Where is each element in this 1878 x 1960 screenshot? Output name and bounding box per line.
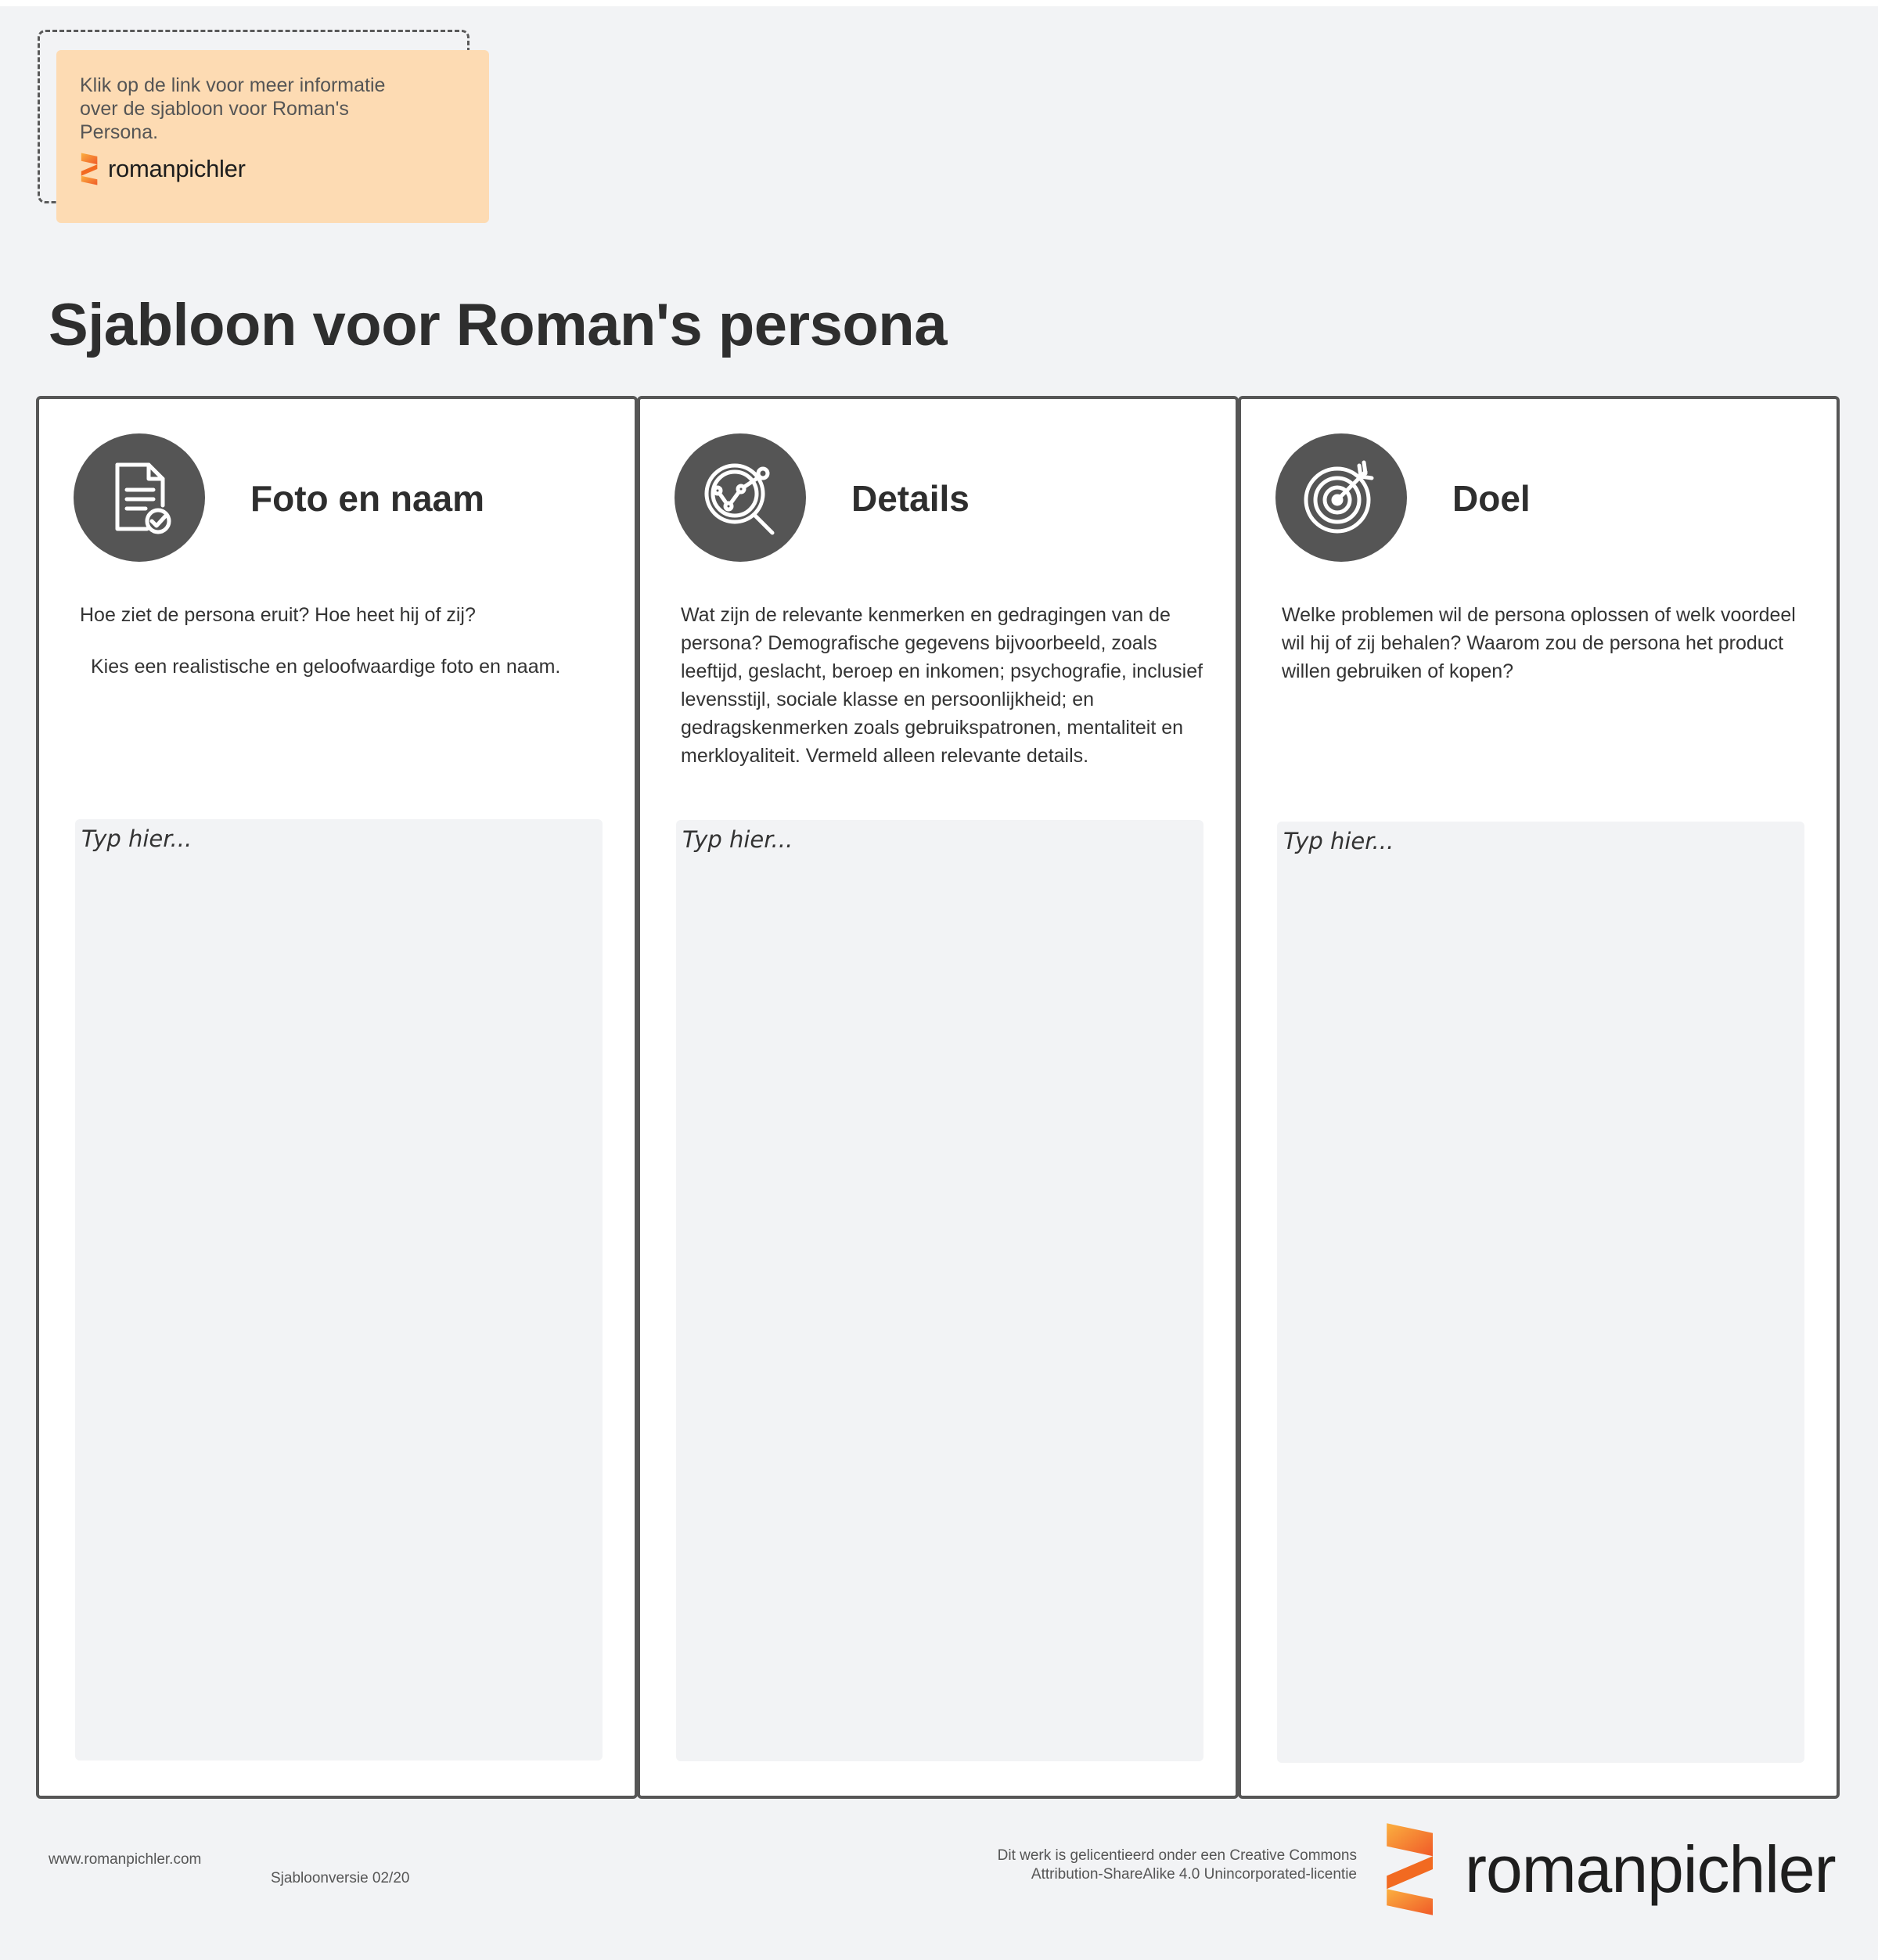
column-details [637,396,1239,1799]
column-description [681,601,1213,793]
footer-logo [1383,1820,1836,1919]
column-heading: Foto en naam [250,478,485,519]
description-line: Welke problemen wil de persona oplossen of welk voordeel wil hij of zij behalen? Waarom zou de persona het product willen gebruiken of kopen? [1282,604,1796,682]
info-text[interactable]: Klik op de link voor meer informatie over de sjabloon voor Roman's Persona. [80,74,386,143]
column-description [1282,601,1814,709]
footer-version: Sjabloonversie 02/20 [271,1870,410,1886]
romanpichler-logo-icon [1383,1820,1449,1919]
footer-url[interactable]: www.romanpichler.com [49,1851,202,1868]
foto-en-naam-input[interactable] [75,819,603,1760]
column-description [80,601,612,704]
doel-input[interactable] [1277,822,1804,1763]
page-title: Sjabloon voor Roman's persona [49,292,947,358]
top-strip [0,0,1878,6]
description-line: Hoe ziet de persona eruit? Hoe heet hij of zij? [80,604,476,626]
romanpichler-logo-icon [80,152,103,186]
info-sticky-note[interactable] [56,50,489,223]
magnifier-chart-icon [675,433,806,562]
column-doel [1238,396,1840,1799]
details-input[interactable] [676,820,1203,1761]
info-logo-wordmark: romanpichler [108,155,246,182]
target-icon [1275,433,1407,562]
info-logo[interactable] [80,152,466,186]
column-heading: Doel [1452,478,1531,519]
document-check-icon [74,433,205,562]
column-heading: Details [851,478,970,519]
footer-logo-wordmark: romanpichler [1465,1832,1836,1906]
description-line: Wat zijn de relevante kenmerken en gedragingen van de persona? Demografische gegevens bijvoorbeeld, zoals leeftijd, geslacht, beroep en inkomen; psychografie, inclusief levensstijl, sociale klasse en persoonlijkheid; en gedragskenmerken zoals gebruikspatronen, mentaliteit en merkloyaliteit. Vermeld alleen relevante details. [681,604,1203,767]
description-line: Kies een realistische en geloofwaardige foto en naam. [91,656,561,678]
column-foto-en-naam [36,396,638,1799]
footer-license: Dit werk is gelicentieerd onder een Creative Commons Attribution-ShareAlike 4.0 Unincorporated-licentie [997,1847,1357,1883]
